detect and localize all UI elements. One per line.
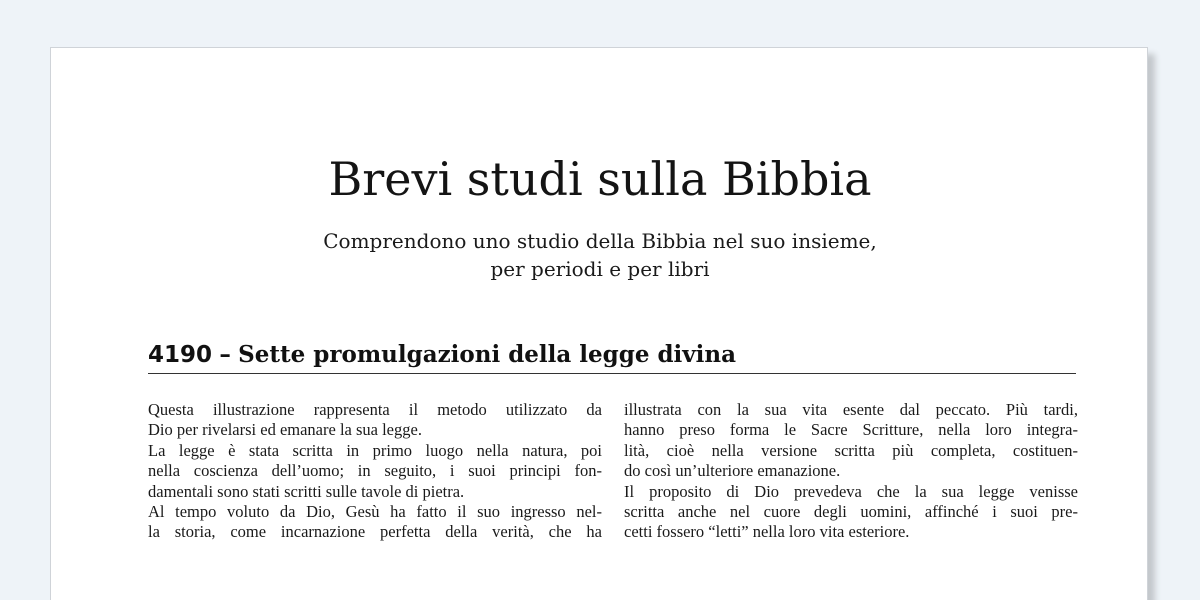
text-line: damentali sono stati scritti sulle tavole di pietra. [148, 481, 465, 501]
section-dash: – [219, 341, 231, 368]
text-line: do così un’ulteriore emanazione. [624, 461, 841, 481]
text-line: nella coscienza dell’uomo; in seguito, i suoi principi fon- [148, 461, 602, 481]
text-line: La legge è stata scritta in primo luogo nella natura, poi [148, 440, 602, 460]
text-line: hanno preso forma le Sacre Scritture, nella loro integra- [624, 420, 1078, 440]
section-heading [148, 340, 1076, 374]
text-line: la storia, come incarnazione perfetta della verità, che ha [148, 522, 602, 542]
text-line: Il proposito di Dio prevedeva che la sua legge venisse [624, 481, 1078, 501]
document-subtitle [51, 227, 1149, 283]
text-line: Al tempo voluto da Dio, Gesù ha fatto il suo ingresso nel- [148, 502, 602, 522]
text-line: scritta anche nel cuore degli uomini, affinché i suoi pre- [624, 502, 1078, 522]
text-line: lità, cioè nella versione scritta più completa, costituen- [624, 440, 1078, 460]
text-line: cetti fossero “letti” nella loro vita esteriore. [624, 522, 910, 542]
document-page [50, 47, 1148, 600]
section-number: 4190 [148, 342, 213, 368]
subtitle-line: Comprendono uno studio della Bibbia nel suo insieme, [323, 229, 877, 253]
text-line: Questa illustrazione rappresenta il metodo utilizzato da [148, 400, 602, 419]
text-line: Dio per rivelarsi ed emanare la sua legge. [148, 420, 422, 440]
right-text-column [624, 400, 1078, 543]
text-line: illustrata con la sua vita esente dal peccato. Più tardi, [624, 400, 1078, 419]
section-title: Sette promulgazioni della legge divina [238, 341, 737, 368]
subtitle-line: per periodi e per libri [490, 257, 710, 281]
document-title: Brevi studi sulla Bibbia [328, 152, 872, 206]
left-text-column [148, 400, 602, 543]
